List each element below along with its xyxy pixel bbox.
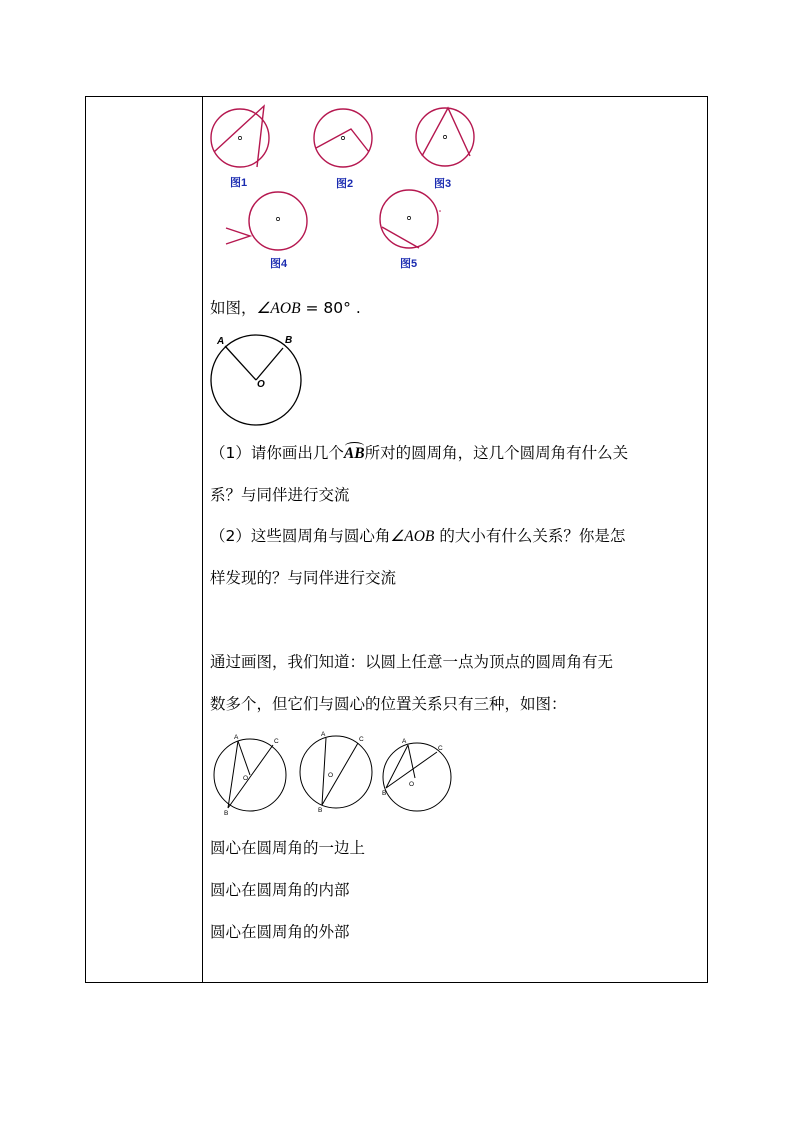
label-o: O [257, 379, 265, 390]
question2-angle: ∠AOB [390, 528, 435, 545]
figure-5 [380, 190, 441, 248]
case2-label-o: O [328, 772, 334, 779]
case1-label-o: O [243, 775, 249, 782]
figure-3 [416, 108, 474, 166]
case2-label-c: C [359, 736, 364, 743]
left-column-cell [86, 97, 203, 982]
case-figure-1 [214, 734, 286, 817]
question1-prefix: （1）请你画出几个 [210, 444, 344, 462]
figure-2 [314, 109, 372, 167]
figure-4 [226, 192, 307, 250]
figure-4-label: 图4 [270, 258, 288, 270]
case2-label-a: A [321, 731, 326, 738]
question2-suffix: 的大小有什么关系？你是怎 [434, 527, 626, 545]
case-figure-3 [382, 738, 451, 811]
case3-label-c: C [438, 745, 443, 752]
figure-2-label: 图2 [336, 178, 354, 190]
question1-line1 [210, 441, 628, 463]
label-a: A [217, 336, 225, 347]
three-cases-figure [210, 730, 460, 820]
figure-5-label: 图5 [400, 258, 418, 270]
case-outside: 圆心在圆周角的外部 [210, 923, 350, 941]
intro-angle: ∠AOB [256, 300, 301, 317]
case3-label-o: O [409, 781, 415, 788]
case3-label-b: B [382, 790, 387, 797]
intro-period: . [355, 299, 361, 317]
conclusion-line2: 数多个，但它们与圆心的位置关系只有三种，如图： [210, 695, 567, 713]
intro-line [210, 296, 361, 318]
question1-line2: 系？与同伴进行交流 [210, 486, 350, 504]
case3-label-a: A [402, 738, 407, 745]
intro-equals: = 80° [305, 299, 351, 317]
case1-label-b: B [224, 810, 229, 817]
case1-label-c: C [274, 738, 279, 745]
case1-label-a: A [234, 734, 239, 741]
intro-prefix: 如图， [210, 299, 257, 317]
figure-1 [211, 106, 269, 167]
conclusion-line1: 通过画图，我们知道：以圆上任意一点为顶点的圆周角有无 [210, 653, 614, 671]
question2-line1 [210, 524, 625, 546]
case-inside: 圆心在圆周角的内部 [210, 881, 350, 899]
figure-1-label: 图1 [230, 177, 248, 189]
case-on-side: 圆心在圆周角的一边上 [210, 839, 366, 857]
question2-line2: 样发现的？与同伴进行交流 [210, 569, 397, 587]
label-b: B [285, 335, 293, 346]
circle-aob-figure [205, 330, 315, 430]
case-figure-2 [300, 731, 372, 814]
question1-suffix: 所对的圆周角，这几个圆周角有什么关 [364, 444, 629, 462]
question2-prefix: （2）这些圆周角与圆心角 [210, 527, 391, 545]
case2-label-b: B [318, 807, 323, 814]
figure-3-label: 图3 [434, 178, 452, 190]
arc-ab: AB [343, 445, 365, 462]
